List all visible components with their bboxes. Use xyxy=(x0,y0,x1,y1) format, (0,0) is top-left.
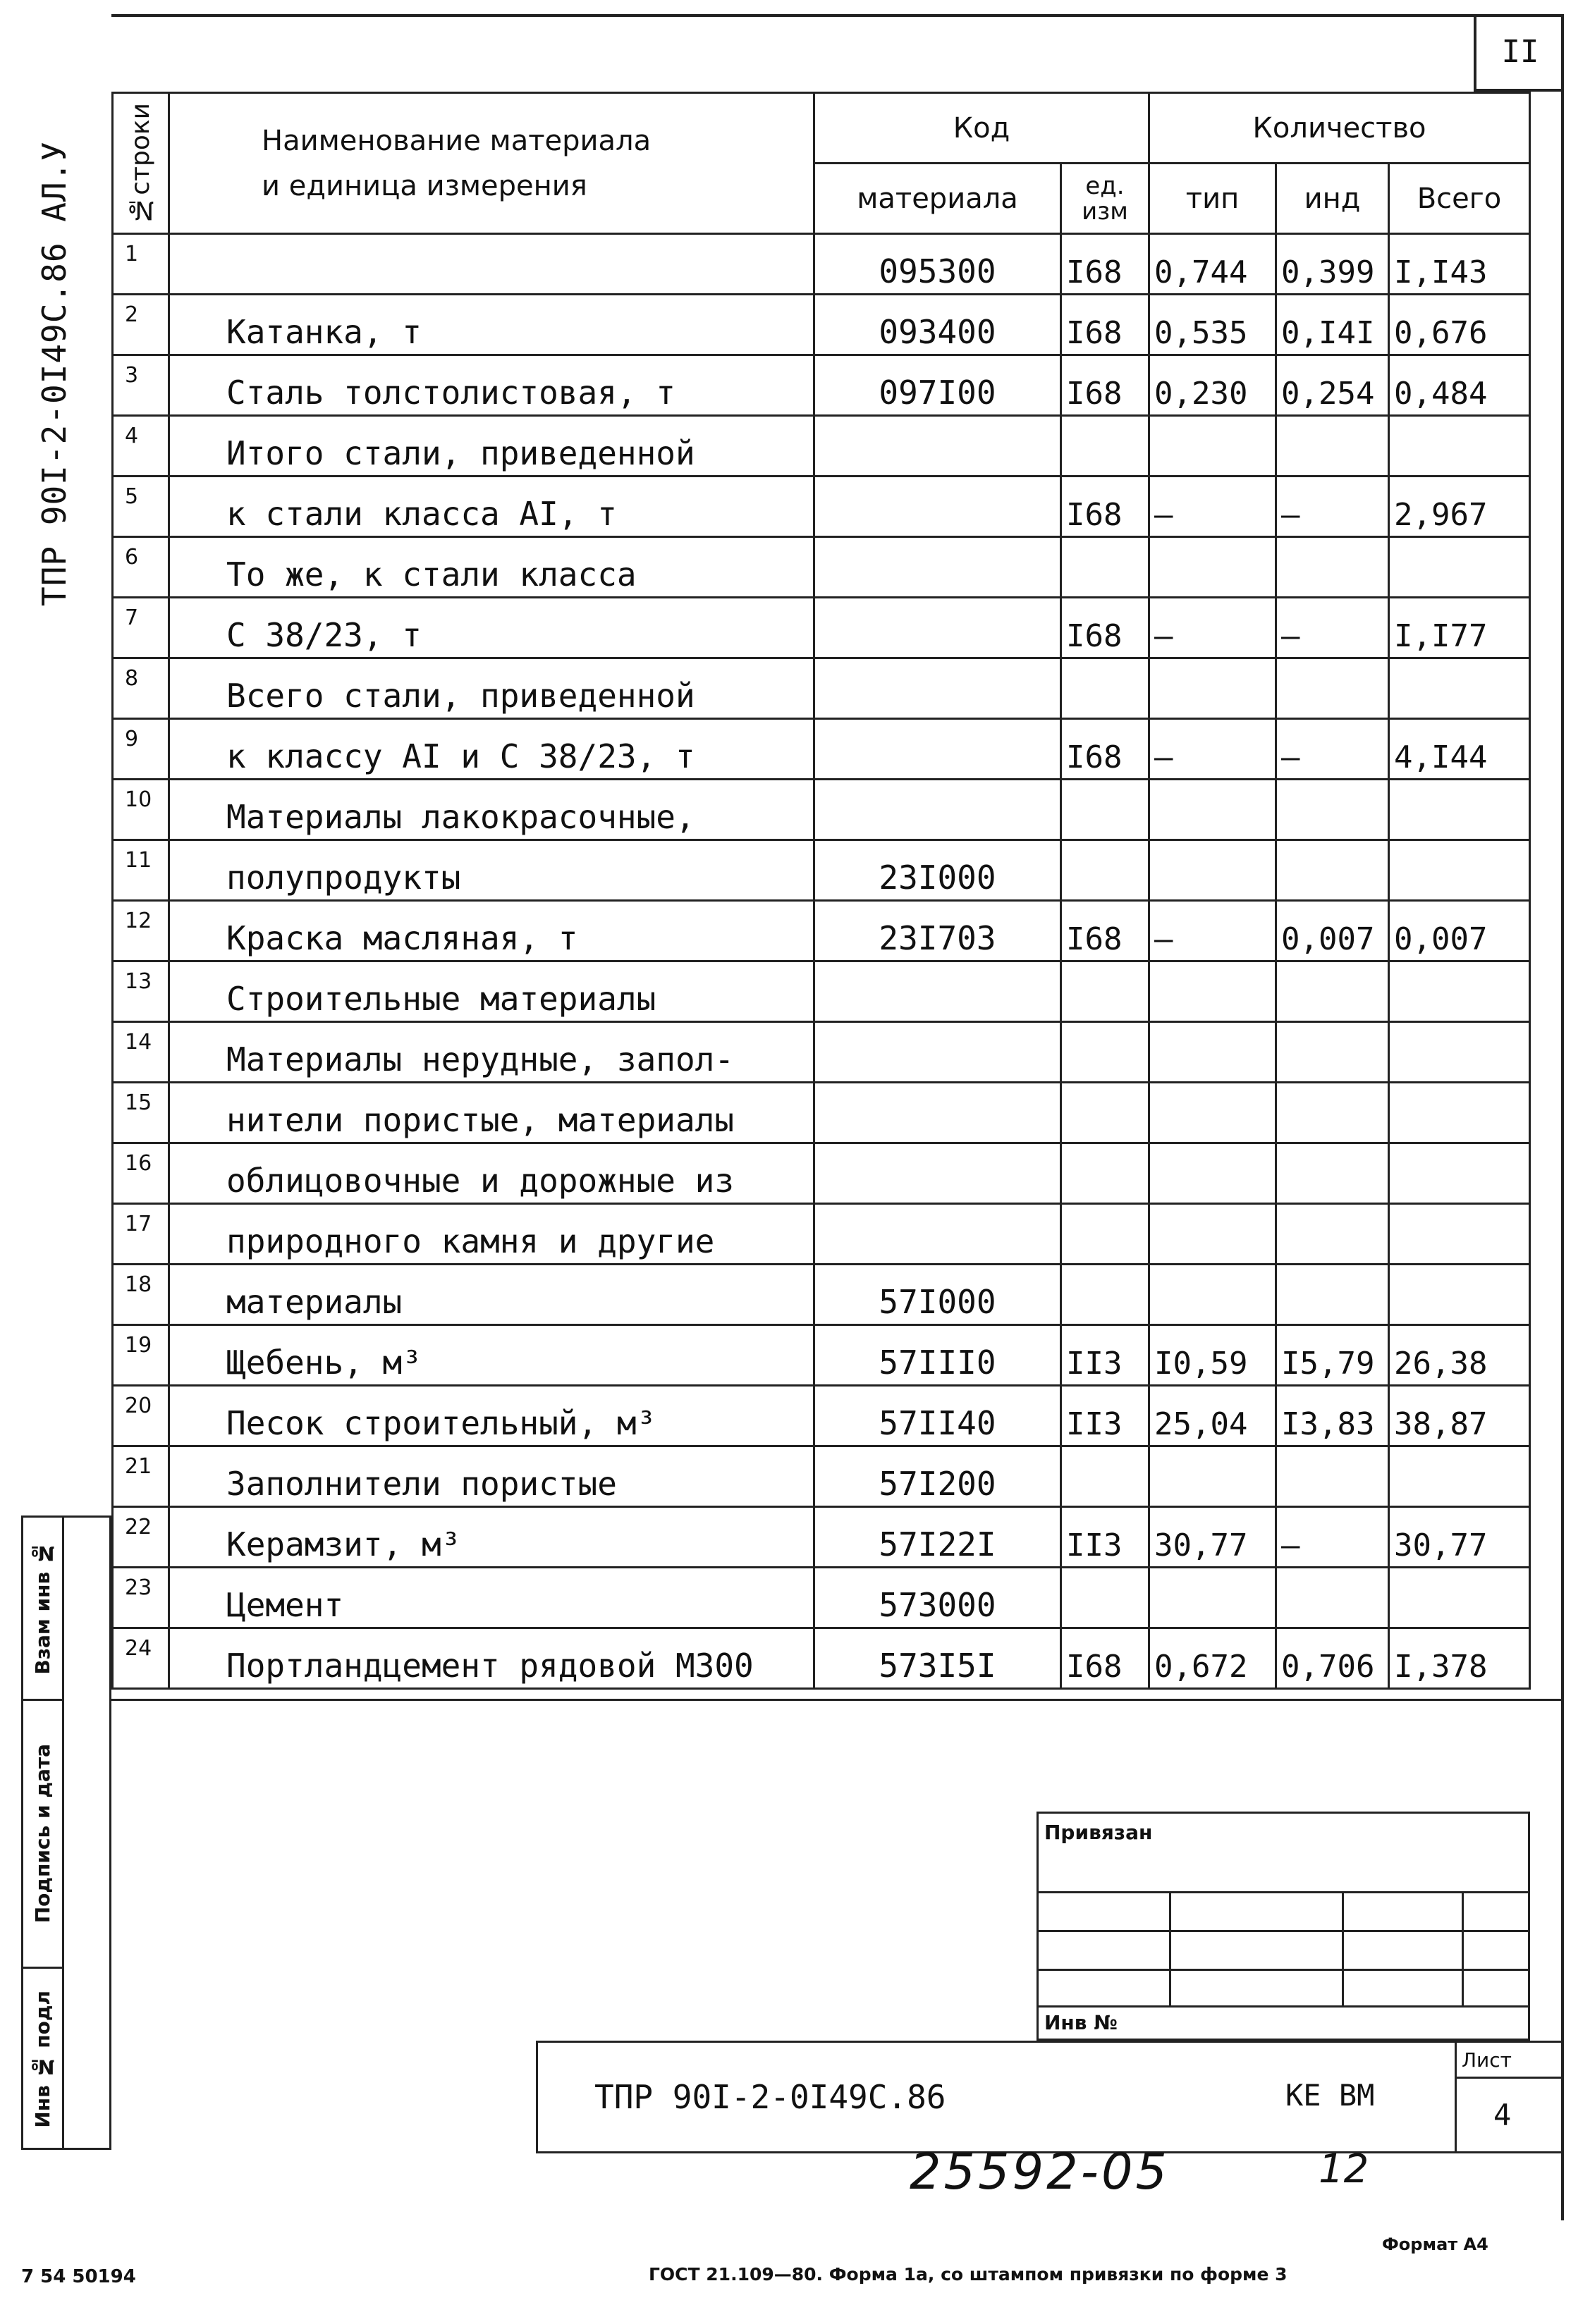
table-row xyxy=(113,1507,1530,1568)
row-number: 23 xyxy=(113,1568,169,1628)
row-number: 17 xyxy=(113,1204,169,1265)
row-unit xyxy=(1061,961,1149,1022)
strip-podpis: Подпись и дата xyxy=(23,1701,62,1969)
table-row xyxy=(113,1568,1530,1628)
row-code xyxy=(814,1143,1061,1204)
row-name: облицовочные и дорожные из xyxy=(169,1143,814,1204)
row-unit xyxy=(1061,1083,1149,1143)
row-number: 12 xyxy=(113,901,169,961)
row-name: Заполнители пористые xyxy=(169,1446,814,1507)
row-number: 16 xyxy=(113,1143,169,1204)
row-unit: I68 xyxy=(1061,598,1149,658)
row-number: 13 xyxy=(113,961,169,1022)
qty-typ-header: тип xyxy=(1149,164,1276,234)
row-ind: – xyxy=(1276,598,1389,658)
row-code xyxy=(814,1204,1061,1265)
row-total: I,I77 xyxy=(1389,598,1530,658)
row-total xyxy=(1389,1143,1530,1204)
table-row xyxy=(113,780,1530,840)
footer-gost: ГОСТ 21.109—80. Форма 1а, со штампом привязки по форме 3 xyxy=(649,2264,1288,2285)
row-unit xyxy=(1061,1265,1149,1325)
row-code xyxy=(814,780,1061,840)
left-strip xyxy=(21,1515,111,2150)
row-ind xyxy=(1276,1265,1389,1325)
row-ind xyxy=(1276,658,1389,719)
row-code xyxy=(814,1083,1061,1143)
binding-stamp xyxy=(1036,1812,1530,2041)
row-name: Керамзит, м³ xyxy=(169,1507,814,1568)
row-name: То же, к стали класса xyxy=(169,537,814,598)
row-unit: I68 xyxy=(1061,1628,1149,1689)
row-number: 18 xyxy=(113,1265,169,1325)
row-ind: – xyxy=(1276,477,1389,537)
footer-left: 7 54 50194 xyxy=(21,2266,136,2287)
table-row xyxy=(113,1204,1530,1265)
table-row xyxy=(113,1446,1530,1507)
row-number: 9 xyxy=(113,719,169,780)
row-unit: II3 xyxy=(1061,1507,1149,1568)
row-name: С 38/23, т xyxy=(169,598,814,658)
row-total xyxy=(1389,780,1530,840)
row-number: 11 xyxy=(113,840,169,901)
row-ind xyxy=(1276,1446,1389,1507)
row-typ xyxy=(1149,1446,1276,1507)
row-code: 57I22I xyxy=(814,1507,1061,1568)
table-row xyxy=(113,295,1530,355)
row-ind: – xyxy=(1276,1507,1389,1568)
row-typ xyxy=(1149,1083,1276,1143)
row-name: природного камня и другие xyxy=(169,1204,814,1265)
row-unit xyxy=(1061,1022,1149,1083)
qty-total-header: Всего xyxy=(1389,164,1530,234)
row-code xyxy=(814,598,1061,658)
row-unit xyxy=(1061,416,1149,477)
table-row xyxy=(113,234,1530,295)
table-row xyxy=(113,1143,1530,1204)
row-typ: I0,59 xyxy=(1149,1325,1276,1386)
row-ind xyxy=(1276,537,1389,598)
row-name: материалы xyxy=(169,1265,814,1325)
row-ind xyxy=(1276,1143,1389,1204)
row-ind xyxy=(1276,1083,1389,1143)
row-total: 0,007 xyxy=(1389,901,1530,961)
row-typ xyxy=(1149,961,1276,1022)
table-row xyxy=(113,1265,1530,1325)
sheet-number: II xyxy=(1474,14,1564,92)
row-typ: 30,77 xyxy=(1149,1507,1276,1568)
row-code: 57III0 xyxy=(814,1325,1061,1386)
row-code: 23I703 xyxy=(814,901,1061,961)
row-ind: I3,83 xyxy=(1276,1386,1389,1446)
strip-inv: Инв № подл xyxy=(31,1991,54,2128)
row-name xyxy=(169,234,814,295)
row-unit xyxy=(1061,840,1149,901)
row-typ xyxy=(1149,1265,1276,1325)
row-name: нители пористые, материалы xyxy=(169,1083,814,1143)
row-number: 10 xyxy=(113,780,169,840)
row-typ xyxy=(1149,416,1276,477)
row-number: 5 xyxy=(113,477,169,537)
row-name: к классу AI и С 38/23, т xyxy=(169,719,814,780)
quantity-header: Количество xyxy=(1149,93,1530,164)
row-number: 24 xyxy=(113,1628,169,1689)
title-mark: КЕ ВМ xyxy=(1285,2078,1375,2113)
row-ind xyxy=(1276,416,1389,477)
row-typ: 0,744 xyxy=(1149,234,1276,295)
row-total: 0,484 xyxy=(1389,355,1530,416)
row-ind xyxy=(1276,1204,1389,1265)
row-number: 7 xyxy=(113,598,169,658)
row-typ xyxy=(1149,780,1276,840)
table-row xyxy=(113,1386,1530,1446)
row-number-header: №строки xyxy=(113,93,169,234)
row-ind: 0,I4I xyxy=(1276,295,1389,355)
row-number: 21 xyxy=(113,1446,169,1507)
row-name: Всего стали, приведенной xyxy=(169,658,814,719)
row-unit: I68 xyxy=(1061,477,1149,537)
row-unit: II3 xyxy=(1061,1325,1149,1386)
row-code xyxy=(814,537,1061,598)
code-material-header: материала xyxy=(814,164,1061,234)
row-unit xyxy=(1061,537,1149,598)
row-total xyxy=(1389,416,1530,477)
row-code: 097I00 xyxy=(814,355,1061,416)
row-code: 093400 xyxy=(814,295,1061,355)
row-total: 0,676 xyxy=(1389,295,1530,355)
row-ind xyxy=(1276,840,1389,901)
row-number: 8 xyxy=(113,658,169,719)
row-name: к стали класса AI, т xyxy=(169,477,814,537)
row-code xyxy=(814,719,1061,780)
row-typ xyxy=(1149,840,1276,901)
table-row xyxy=(113,598,1530,658)
row-code: 573I5I xyxy=(814,1628,1061,1689)
row-typ xyxy=(1149,537,1276,598)
code-unit-header: ед. изм xyxy=(1061,164,1149,234)
row-code: 23I000 xyxy=(814,840,1061,901)
row-number: 22 xyxy=(113,1507,169,1568)
title-list-value: 4 xyxy=(1493,2098,1512,2132)
handwritten-page: 12 xyxy=(1319,2146,1369,2192)
row-number: 4 xyxy=(113,416,169,477)
code-header: Код xyxy=(814,93,1149,164)
table-row xyxy=(113,961,1530,1022)
table-row xyxy=(113,1325,1530,1386)
side-document-code: ТПР 90I-2-0I49С.86 АЛ.У xyxy=(35,141,73,606)
row-total: 30,77 xyxy=(1389,1507,1530,1568)
row-ind: 0,706 xyxy=(1276,1628,1389,1689)
table-row xyxy=(113,658,1530,719)
row-code xyxy=(814,416,1061,477)
row-total: 4,I44 xyxy=(1389,719,1530,780)
row-unit: I68 xyxy=(1061,719,1149,780)
row-ind: I5,79 xyxy=(1276,1325,1389,1386)
table-bottom-rule xyxy=(111,1699,1564,1701)
row-unit xyxy=(1061,1446,1149,1507)
row-ind xyxy=(1276,1568,1389,1628)
strip-divider xyxy=(62,1518,64,2148)
footer-format: Формат А4 xyxy=(1382,2234,1488,2254)
table-row xyxy=(113,901,1530,961)
row-total xyxy=(1389,1265,1530,1325)
row-code: 573000 xyxy=(814,1568,1061,1628)
row-total xyxy=(1389,1083,1530,1143)
row-total xyxy=(1389,1204,1530,1265)
row-total xyxy=(1389,1022,1530,1083)
table-row xyxy=(113,537,1530,598)
table-row xyxy=(113,1083,1530,1143)
row-total: I,378 xyxy=(1389,1628,1530,1689)
materials-table xyxy=(111,92,1531,1690)
row-number: 3 xyxy=(113,355,169,416)
row-code xyxy=(814,961,1061,1022)
row-name: Портландцемент рядовой М300 xyxy=(169,1628,814,1689)
stamp-privyazan: Привязан xyxy=(1044,1821,1153,1844)
row-name: Материалы лакокрасочные, xyxy=(169,780,814,840)
title-code: ТПР 90I-2-0I49С.86 xyxy=(594,2078,946,2116)
row-total: 38,87 xyxy=(1389,1386,1530,1446)
table-row xyxy=(113,719,1530,780)
row-ind: 0,399 xyxy=(1276,234,1389,295)
strip-vzam: Взам инв № xyxy=(23,1518,62,1701)
row-ind: 0,007 xyxy=(1276,901,1389,961)
row-ind xyxy=(1276,1022,1389,1083)
row-typ: – xyxy=(1149,477,1276,537)
row-code xyxy=(814,1022,1061,1083)
row-unit: I68 xyxy=(1061,295,1149,355)
row-total xyxy=(1389,537,1530,598)
row-name: Строительные материалы xyxy=(169,961,814,1022)
row-name: Катанка, т xyxy=(169,295,814,355)
table-row xyxy=(113,355,1530,416)
title-block xyxy=(536,2041,1564,2153)
row-number: 2 xyxy=(113,295,169,355)
row-number: 15 xyxy=(113,1083,169,1143)
table-row xyxy=(113,840,1530,901)
row-ind: 0,254 xyxy=(1276,355,1389,416)
row-code: 095300 xyxy=(814,234,1061,295)
row-typ: – xyxy=(1149,719,1276,780)
qty-ind-header: инд xyxy=(1276,164,1389,234)
row-number: 20 xyxy=(113,1386,169,1446)
row-name: Сталь толстолистовая, т xyxy=(169,355,814,416)
material-name-header: Наименование материала и единица измерения xyxy=(169,93,814,234)
row-unit: II3 xyxy=(1061,1386,1149,1446)
row-code xyxy=(814,477,1061,537)
title-list-label: Лист xyxy=(1462,2048,1512,2072)
row-name: Цемент xyxy=(169,1568,814,1628)
row-name: Итого стали, приведенной xyxy=(169,416,814,477)
row-name: Краска масляная, т xyxy=(169,901,814,961)
row-typ: 0,535 xyxy=(1149,295,1276,355)
row-total xyxy=(1389,840,1530,901)
row-name: Материалы нерудные, запол- xyxy=(169,1022,814,1083)
row-total: I,I43 xyxy=(1389,234,1530,295)
row-number: 6 xyxy=(113,537,169,598)
row-unit: I68 xyxy=(1061,355,1149,416)
stamp-inv-no: Инв № xyxy=(1044,2011,1118,2034)
row-typ xyxy=(1149,1568,1276,1628)
row-unit xyxy=(1061,658,1149,719)
row-ind: – xyxy=(1276,719,1389,780)
row-total xyxy=(1389,961,1530,1022)
row-ind xyxy=(1276,961,1389,1022)
row-unit: I68 xyxy=(1061,901,1149,961)
table-row xyxy=(113,1628,1530,1689)
row-typ xyxy=(1149,1022,1276,1083)
row-number: 19 xyxy=(113,1325,169,1386)
row-typ xyxy=(1149,1204,1276,1265)
row-unit xyxy=(1061,1568,1149,1628)
row-name: полупродукты xyxy=(169,840,814,901)
row-typ xyxy=(1149,1143,1276,1204)
row-total: 26,38 xyxy=(1389,1325,1530,1386)
row-code: 57II40 xyxy=(814,1386,1061,1446)
table-row xyxy=(113,1022,1530,1083)
table-row xyxy=(113,416,1530,477)
row-unit xyxy=(1061,1204,1149,1265)
row-typ: – xyxy=(1149,901,1276,961)
row-total xyxy=(1389,1568,1530,1628)
row-number: 1 xyxy=(113,234,169,295)
row-unit xyxy=(1061,1143,1149,1204)
row-typ: 0,230 xyxy=(1149,355,1276,416)
row-code: 57I000 xyxy=(814,1265,1061,1325)
row-code xyxy=(814,658,1061,719)
row-code: 57I200 xyxy=(814,1446,1061,1507)
row-unit xyxy=(1061,780,1149,840)
row-total xyxy=(1389,658,1530,719)
row-typ: 25,04 xyxy=(1149,1386,1276,1446)
row-unit: I68 xyxy=(1061,234,1149,295)
row-name: Песок строительный, м³ xyxy=(169,1386,814,1446)
row-total: 2,967 xyxy=(1389,477,1530,537)
table-row xyxy=(113,477,1530,537)
row-total xyxy=(1389,1446,1530,1507)
handwritten-number: 25592-05 xyxy=(910,2143,1170,2201)
row-number: 14 xyxy=(113,1022,169,1083)
row-ind xyxy=(1276,780,1389,840)
row-typ: – xyxy=(1149,598,1276,658)
row-typ: 0,672 xyxy=(1149,1628,1276,1689)
row-typ xyxy=(1149,658,1276,719)
row-name: Щебень, м³ xyxy=(169,1325,814,1386)
